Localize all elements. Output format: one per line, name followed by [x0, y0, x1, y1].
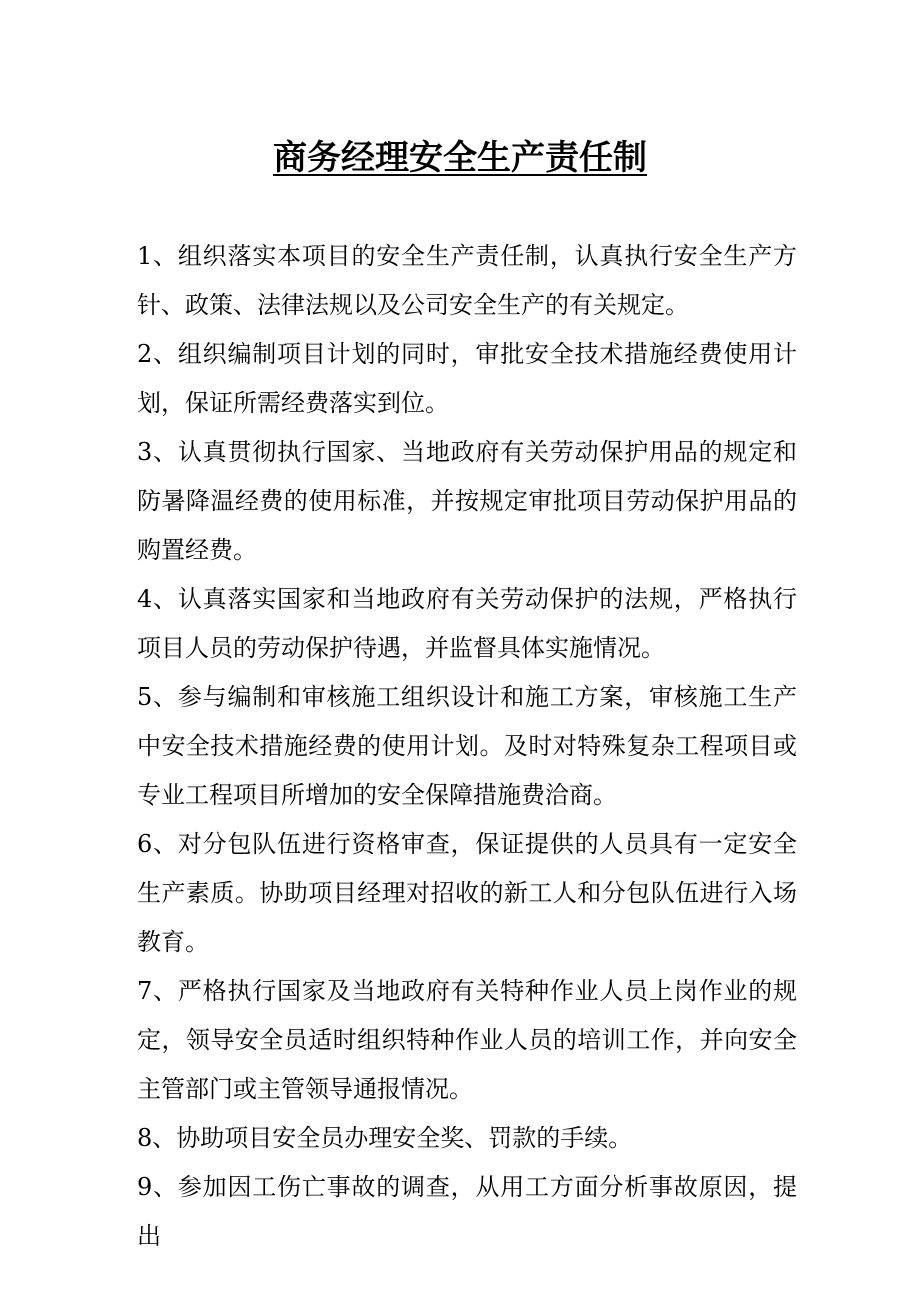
document-title-text: 商务经理安全生产责任制: [273, 138, 647, 178]
document-title: [0, 136, 920, 180]
list-item-2: 2、组织编制项目计划的同时，审批安全技术措施经费使用计划，保证所需经费落实到位。: [137, 340, 797, 417]
document-body: [137, 232, 797, 1261]
list-item-7: 7、严格执行国家及当地政府有关特种作业人员上岗作业的规定，领导安全员适时组织特种作业人员的培训工作，并向安全主管部门或主管领导通报情况。: [137, 977, 797, 1103]
list-item-6: 6、对分包队伍进行资格审查，保证提供的人员具有一定安全生产素质。协助项目经理对招收的新工人和分包队伍进行入场教育。: [137, 830, 797, 956]
list-item-9: 9、参加因工伤亡事故的调查，从用工方面分析事故原因，提出: [137, 1173, 797, 1250]
list-item-1: 1、组织落实本项目的安全生产责任制，认真执行安全生产方针、政策、法律法规以及公司安全生产的有关规定。: [137, 242, 797, 319]
list-item-8: 8、协助项目安全员办理安全奖、罚款的手续。: [137, 1124, 633, 1152]
list-item-5: 5、参与编制和审核施工组织设计和施工方案，审核施工生产中安全技术措施经费的使用计划。及时对特殊复杂工程项目或专业工程项目所增加的安全保障措施费洽商。: [137, 683, 797, 809]
list-item-3: 3、认真贯彻执行国家、当地政府有关劳动保护用品的规定和防暑降温经费的使用标准，并按规定审批项目劳动保护用品的购置经费。: [137, 438, 797, 564]
list-item-4: 4、认真落实国家和当地政府有关劳动保护的法规，严格执行项目人员的劳动保护待遇，并监督具体实施情况。: [137, 585, 797, 662]
